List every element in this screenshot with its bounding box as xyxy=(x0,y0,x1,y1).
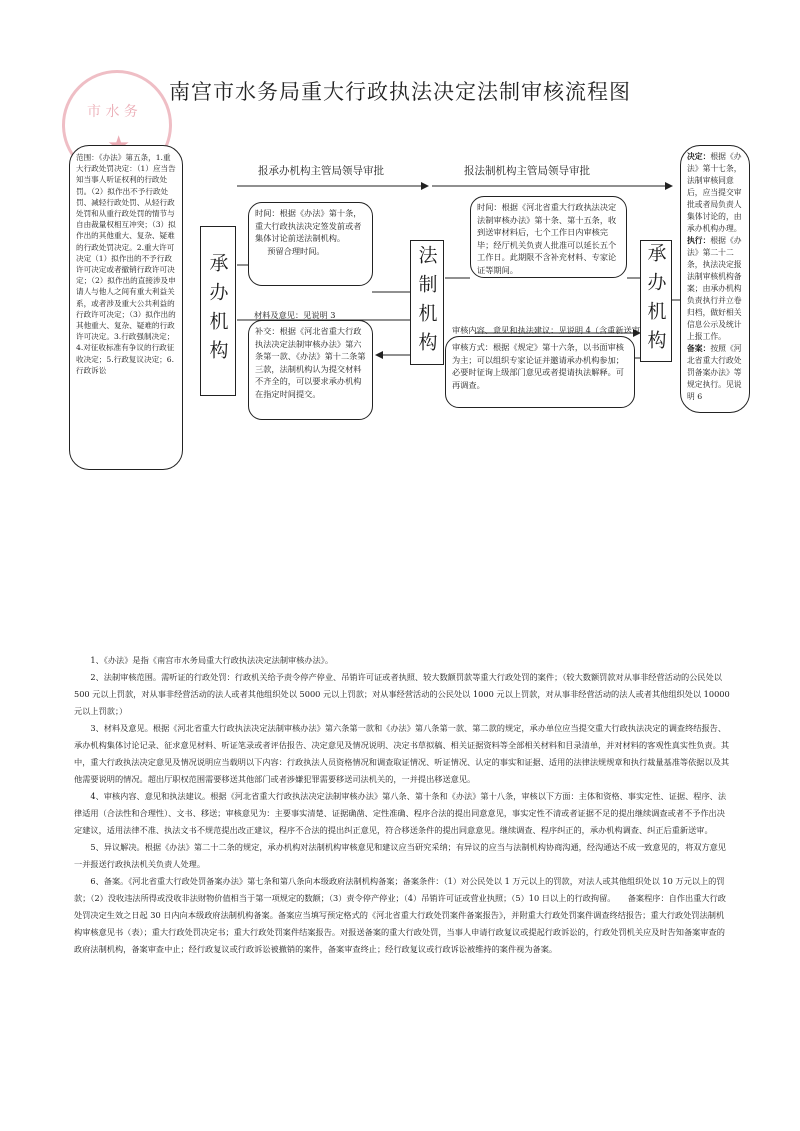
decision-item-record: 备案：按照《河北省重大行政处罚备案办法》等规定执行。见说明 6 xyxy=(687,344,742,401)
seal-text: 市 水 务 xyxy=(87,104,138,120)
note-5: 5、异议解决。根据《办法》第二十二条的规定，承办机构对法制机构审核意见和建议应当研究采纳；有异议的应当与法制机构协商沟通，经沟通达不成一致意见的，将双方意见一并报送行政执法机关负责人处理。 xyxy=(74,842,727,869)
legal-agency-middle: 法制机构 xyxy=(410,240,444,365)
materials-label: 材料及意见：见说明 3 xyxy=(254,310,336,320)
decision-item-decide: 决定：根据《办法》第十七条，法制审核同意后，应当提交审批或者局负责人集体讨论的，由承办机构办理。 xyxy=(687,152,742,233)
review-time-box xyxy=(470,196,627,278)
note-6: 6、备案。《河北省重大行政处罚备案办法》第七条和第八条向本级政府法制机构备案；备案条件：（1）对公民处以 1 万元以上的罚款，对法人或其他组织处以 10 万元以上的罚款；（2）没收违法所得或没收非法财物价值相当于第一项规定的数额；（3）责令停产停业；（4）吊销许可证或营业执照；（5）10 日以上的行政拘留。 备案程序：自作出重大行政处罚决定生效之日起 30 日内向本级政府法制机构备案。备案应当填写预定格式的《河北省重大行政处罚案件备案报告》，并附重大行政处罚案件调查终结报告；重大行政处罚法制机构审核意见书（表）；重大行政处罚决定书；重大行政处罚案件结案报告。对报送备案的重大行政处罚，当事人申请行政复议或提起行政诉讼的，行政处罚机关应及时告知备案审查的政府法制机构，备案审查中止；经行政复议或行政诉讼被撤销的案件，备案审查终止；经行政复议或行政诉讼被维持的案件视为备案。 xyxy=(74,876,726,954)
review-method-box xyxy=(445,336,635,408)
review-content-label: 审核内容、意见和执法建议：见说明 4（含重新送审 xyxy=(452,325,640,335)
arrow-label-right: 报法制机构主管局领导审批 xyxy=(464,165,590,177)
time-box-text-2: 预留合理时间。 xyxy=(267,245,325,256)
handling-agency-left: 承办机构 xyxy=(200,226,236,396)
handling-agency-right: 承办机构 xyxy=(640,240,672,362)
note-3: 3、材料及意见。根据《河北省重大行政执法决定法制审核办法》第六条第一款和《办法》第八条第一款、第二款的规定，承办单位应当提交重大行政执法决定的调查终结报告、承办机构集体讨论记录、征求意见材料、听证笔录或者评估报告、决定意见及情况说明、决定书草拟稿、相关证据资料等全部相关材料和目录清单，并对材料的客观性真实性负责。其中，重大行政执法决定意见及情况说明应当载明以下内容：行政执法人员资格情况和调查取证情况、听证情况、认定的事实和证据、适用的法律法规规章和执行裁量基准等依据以及其他需要说明的情况。超出厅职权范围需要移送其他部门或者涉嫌犯罪需要移送司法机关的，一并提出移送意见。 xyxy=(74,723,730,784)
note-2: 2、法制审核范围。需听证的行政处罚：行政机关给予责令停产停业、吊销许可证或者执照、较大数额罚款等重大行政处罚的案件；（较大数额罚款对从事非经营活动的公民处以 500 元以上罚款，对从事非经营活动的法人或者其他组织处以 5000 元以上罚款；对从事经营活动的公民处以 1000 元以上罚款，对从事非经营活动的法人或者其他组织处以 10000 元以上罚款；） xyxy=(74,672,730,716)
time-box xyxy=(248,202,373,286)
note-4: 4、审核内容、意见和执法建议。根据《河北省重大行政执法决定法制审核办法》第八条、第十条和《办法》第十八条，审核以下方面：主体和资格、事实定性、证据、程序、法律适用（合法性和合理性）、文书、移送；审核意见为：主要事实清楚、证据确凿、定性准确、程序合法的提出同意意见，事实定性不清或者证据不足的提出继续调查或者不予作出决定建议，适用法律不准、执法文书不规范提出改正建议，程序不合法的提出纠正意见，符合移送条件的提出同意意见。继续调查、程序纠正的，承办机构调查、纠正后重新送审。 xyxy=(74,791,727,835)
time-box-text: 时间：根据《办法》第十条，重大行政执法决定签发前或者集体讨论前送法制机构。 xyxy=(255,208,362,243)
arrow-label-left: 报承办机构主管局领导审批 xyxy=(258,165,384,177)
note-1: 1、《办法》是指《南宫市水务局重大行政执法决定法制审核办法》。 xyxy=(90,655,334,665)
scope-text: 范围：《办法》第五条，1.重大行政处罚决定：（1）应当告知当事人听证权利的行政处罚。（2）拟作出不予行政处罚、减轻行政处罚、从轻行政处罚和从重行政处罚的情节与自由裁量权相互冲突；（3）拟作出的其他重大、复杂、疑难的行政处罚决定。2.重大许可决定（1）拟作出的不予行政许可决定或者撤销行政许可决定；（2）拟作出的直接涉及申请人与他人之间有重大利益关系，或者涉及重大公共利益的行政许可决定；（3）拟作出的其他重大、复杂、疑难的行政许可决定。3.行政强制决定；4.对征收标准有争议的行政征收决定；5.行政复议决定；6.行政诉讼 xyxy=(76,153,176,375)
supplement-text: 补交：根据《河北省重大行政执法决定法制审核办法》第六条第一款、《办法》第十二条第三款，法制机构认为提交材料不齐全的，可以要求承办机构在指定时间提交。 xyxy=(255,326,366,399)
scope-box xyxy=(69,145,183,470)
explanatory-notes xyxy=(74,652,730,958)
decision-item-execute: 执行：根据《办法》第二十二条，执法决定报法制审核机构备案；由承办机构负责执行并立卷归档，做好相关信息公示及统计上报工作。 xyxy=(687,236,742,341)
review-method-text: 审核方式：根据《规定》第十六条，以书面审核为主；可以组织专家论证并邀请承办机构参加；必要时征询上级部门意见或者提请执法解释。可再调查。 xyxy=(452,342,624,390)
supplement-box xyxy=(248,320,373,420)
review-time-text: 时间：根据《河北省重大行政执法决定法制审核办法》第十条、第十五条，收到送审材料后，七个工作日内审核完毕；经厅机关负责人批准可以延长五个工作日。此期限不含补充材料、专家论证等期间。 xyxy=(477,202,617,275)
page-title: 南宫市水务局重大行政执法决定法制审核流程图 xyxy=(169,80,631,104)
decision-box xyxy=(680,145,750,413)
